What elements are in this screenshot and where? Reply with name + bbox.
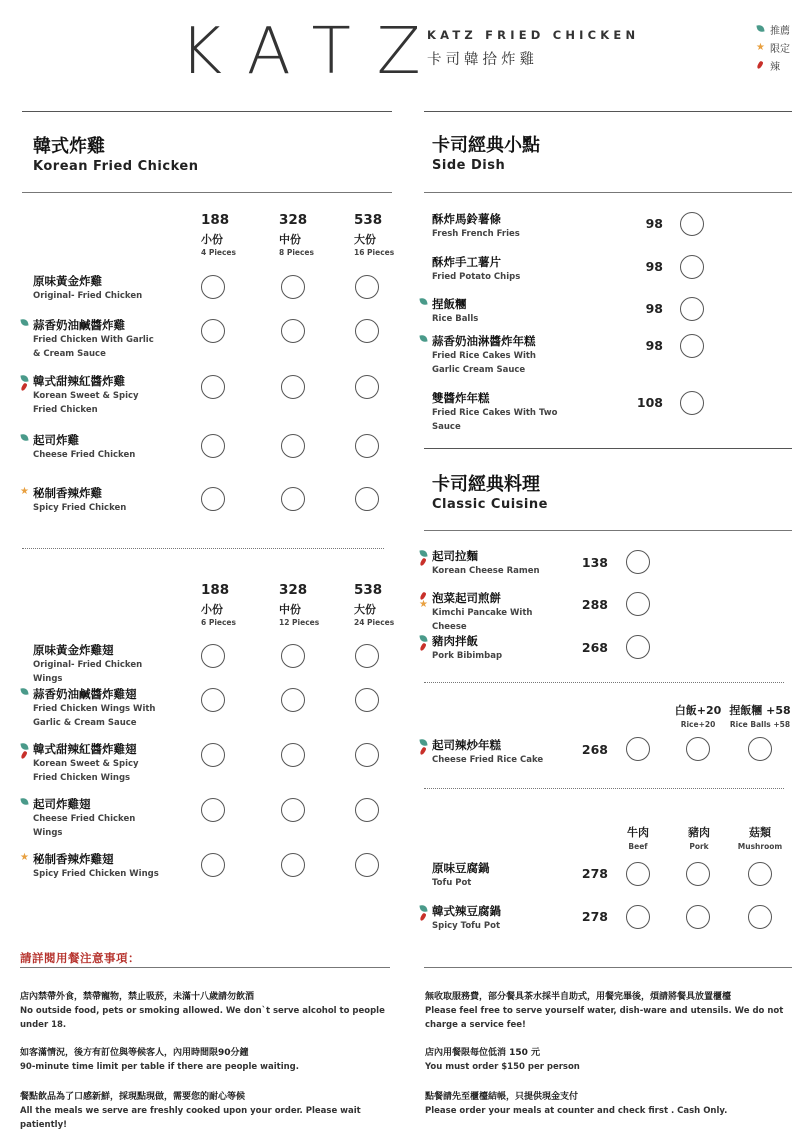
item-name-zh: 秘制香辣炸雞 <box>33 486 102 500</box>
chili-icon <box>419 558 426 567</box>
item-price: 278 <box>581 866 608 881</box>
chili-icon <box>419 747 426 756</box>
item-name-en: Fresh French Fries <box>432 229 520 239</box>
size-checkbox[interactable] <box>201 375 225 399</box>
size-price: 188 <box>201 582 230 598</box>
size-checkbox[interactable] <box>355 644 379 668</box>
menu-item <box>432 591 562 634</box>
size-checkbox[interactable] <box>201 319 225 343</box>
notice-title: 請詳閱用餐注意事項： <box>20 951 140 965</box>
divider <box>424 111 792 112</box>
item-name-en: Cheese Fried Chicken <box>33 450 136 460</box>
size-header-large <box>354 212 414 257</box>
item-name-zh: 蒜香奶油鹹醬炸雞 <box>33 318 125 332</box>
chili-icon <box>419 913 426 922</box>
item-name-zh: 起司拉麵 <box>432 549 478 563</box>
item-name-en: Cheese Fried Rice Cake <box>432 755 544 765</box>
dotted-divider <box>22 548 384 549</box>
item-price: 268 <box>581 742 608 757</box>
size-checkbox[interactable] <box>355 375 379 399</box>
marker-icons <box>419 298 431 322</box>
size-header-small <box>201 582 261 627</box>
size-label: 中份 <box>279 603 301 616</box>
katz-logo: KATZ <box>180 15 447 89</box>
item-name-en: Original- Fried Chicken <box>33 291 143 301</box>
marker-icons <box>20 853 32 877</box>
size-checkbox[interactable] <box>355 487 379 511</box>
notice-right-2 <box>425 1046 805 1074</box>
item-name-en: Tofu Pot <box>432 878 472 888</box>
item-price: 278 <box>581 909 608 924</box>
size-checkbox[interactable] <box>201 275 225 299</box>
menu-item <box>432 334 562 377</box>
item-name-zh: 原味豆腐鍋 <box>432 861 490 875</box>
size-checkbox[interactable] <box>201 853 225 877</box>
protein-label-en: Beef <box>628 842 648 851</box>
legend-label: 限定 <box>770 43 790 55</box>
marker-icons <box>20 375 32 399</box>
size-count: 4 Pieces <box>201 248 236 257</box>
notice-left-2 <box>20 1046 400 1074</box>
size-label: 小份 <box>201 603 223 616</box>
size-checkbox[interactable] <box>281 644 305 668</box>
order-checkbox[interactable] <box>680 391 704 415</box>
notice-en: Please order your meals at counter and check first . Cash Only. <box>425 1106 728 1116</box>
notice-en: All the meals we serve are freshly cooked upon your order. Please wait patiently! <box>20 1106 361 1130</box>
notice-zh: 無收取服務費，部分餐具茶水採半自助式，用餐完畢後，煩請將餐具放置櫃檯 <box>425 992 732 1002</box>
chili-icon <box>20 751 27 760</box>
size-checkbox[interactable] <box>201 434 225 458</box>
size-label: 中份 <box>279 233 301 246</box>
notice-right-3 <box>425 1090 805 1118</box>
star-icon: ★ <box>20 852 29 863</box>
item-name-zh: 蒜香奶油鹹醬炸雞翅 <box>33 687 137 701</box>
size-count: 24 Pieces <box>354 618 395 627</box>
dotted-divider <box>424 788 784 789</box>
menu-item <box>33 486 126 515</box>
addon-rice-balls <box>725 702 795 729</box>
marker-icons <box>20 319 32 343</box>
size-header-large <box>354 582 414 627</box>
size-header-medium <box>279 212 339 257</box>
notice-en: 90-minute time limit per table if there are people waiting. <box>20 1062 299 1072</box>
order-checkbox[interactable] <box>680 212 704 236</box>
addon-checkbox[interactable] <box>626 737 650 761</box>
star-icon: ★ <box>756 41 765 53</box>
addon-rice <box>663 702 733 729</box>
marker-icons <box>20 798 32 822</box>
item-name-en: Fried Potato Chips <box>432 272 521 282</box>
size-count: 16 Pieces <box>354 248 395 257</box>
protein-checkbox[interactable] <box>748 905 772 929</box>
item-name-en: Pork Bibimbap <box>432 651 503 661</box>
size-checkbox[interactable] <box>281 375 305 399</box>
item-price: 98 <box>645 301 663 316</box>
leaf-icon <box>419 738 427 746</box>
size-count: 6 Pieces <box>201 618 236 627</box>
legend-recommended <box>756 20 790 38</box>
item-name-en: Kimchi Pancake With Cheese <box>432 608 533 632</box>
menu-item <box>432 738 543 767</box>
item-price: 98 <box>645 259 663 274</box>
item-name-zh: 起司辣炒年糕 <box>432 738 501 752</box>
divider <box>22 192 392 193</box>
menu-item <box>432 904 501 933</box>
item-name-en: Fried Chicken Wings With Garlic & Cream Sauce <box>33 704 156 728</box>
item-name-zh: 酥炸馬鈴薯條 <box>432 212 501 226</box>
item-price: 268 <box>581 640 608 655</box>
icon-legend <box>756 20 790 74</box>
leaf-icon <box>419 297 427 305</box>
order-checkbox[interactable] <box>626 635 650 659</box>
item-price: 98 <box>645 216 663 231</box>
leaf-icon <box>20 742 28 750</box>
size-checkbox[interactable] <box>201 688 225 712</box>
divider <box>20 967 390 968</box>
menu-item <box>432 634 502 663</box>
divider <box>22 111 392 112</box>
marker-icons <box>419 905 431 929</box>
size-price: 328 <box>279 582 308 598</box>
menu-item <box>33 687 163 730</box>
size-checkbox[interactable] <box>355 275 379 299</box>
item-name-en: Fried Rice Cakes With Two Sauce <box>432 408 558 432</box>
protein-label-en: Mushroom <box>737 842 783 851</box>
size-checkbox[interactable] <box>355 319 379 343</box>
protein-checkbox[interactable] <box>626 905 650 929</box>
size-checkbox[interactable] <box>281 743 305 767</box>
item-name-zh: 韓式甜辣紅醬炸雞 <box>33 374 125 388</box>
item-name-en: Spicy Fried Chicken Wings <box>33 869 159 879</box>
item-price: 98 <box>645 338 663 353</box>
addon-label-en: Rice+20 <box>680 720 716 729</box>
item-name-zh: 豬肉拌飯 <box>432 634 478 648</box>
chili-icon <box>20 383 27 392</box>
item-name-en: Original- Fried Chicken Wings <box>33 660 143 684</box>
divider <box>424 530 792 531</box>
section-title-en: Korean Fried Chicken <box>33 159 199 174</box>
notice-en: You must order $150 per person <box>425 1062 580 1072</box>
item-name-en: Fried Rice Cakes With Garlic Cream Sauce <box>432 351 536 375</box>
divider <box>424 967 792 968</box>
size-header-small <box>201 212 261 257</box>
menu-item <box>33 797 163 840</box>
size-label: 小份 <box>201 233 223 246</box>
item-name-en: Rice Balls <box>432 314 479 324</box>
protein-label-en: Pork <box>689 842 709 851</box>
item-name-en: Cheese Fried Chicken Wings <box>33 814 136 838</box>
protein-beef <box>603 824 673 851</box>
size-header-medium <box>279 582 339 627</box>
marker-icons <box>20 688 32 712</box>
protein-label: 菇類 <box>749 826 771 839</box>
addon-label: 捏飯糰 +58 <box>729 704 791 717</box>
order-checkbox[interactable] <box>626 592 650 616</box>
leaf-icon <box>419 634 427 642</box>
item-name-zh: 捏飯糰 <box>432 297 467 311</box>
notice-right-1 <box>425 990 793 1032</box>
item-name-en: Korean Sweet & Spicy Fried Chicken <box>33 391 139 415</box>
protein-pork <box>664 824 734 851</box>
protein-checkbox[interactable] <box>748 862 772 886</box>
leaf-icon <box>20 797 28 805</box>
leaf-icon <box>419 549 427 557</box>
addon-checkbox[interactable] <box>748 737 772 761</box>
item-name-zh: 原味黃金炸雞 <box>33 274 102 288</box>
addon-checkbox[interactable] <box>686 737 710 761</box>
leaf-icon <box>20 687 28 695</box>
section-title-zh: 卡司經典料理 <box>432 474 540 495</box>
item-price: 288 <box>581 597 608 612</box>
size-checkbox[interactable] <box>281 688 305 712</box>
item-name-zh: 泡菜起司煎餅 <box>432 591 501 605</box>
menu-item <box>33 742 163 785</box>
item-name-en: Korean Cheese Ramen <box>432 566 540 576</box>
section-title-en: Classic Cuisine <box>432 497 548 512</box>
size-checkbox[interactable] <box>281 487 305 511</box>
order-checkbox[interactable] <box>680 297 704 321</box>
notice-zh: 店內用餐限每位低消 150 元 <box>425 1048 541 1058</box>
item-price: 138 <box>581 555 608 570</box>
order-checkbox[interactable] <box>680 255 704 279</box>
notice-zh: 點餐請先至櫃檯結帳，只提供現金支付 <box>425 1092 579 1102</box>
item-name-zh: 起司炸雞翅 <box>33 797 91 811</box>
menu-item <box>33 852 159 881</box>
menu-item <box>33 433 135 462</box>
size-price: 328 <box>279 212 308 228</box>
order-checkbox[interactable] <box>626 550 650 574</box>
item-name-zh: 蒜香奶油淋醬炸年糕 <box>432 334 536 348</box>
protein-mushroom <box>725 824 795 851</box>
addon-label-en: Rice Balls +58 <box>729 720 791 729</box>
notice-left-3 <box>20 1090 400 1132</box>
leaf-icon <box>20 318 28 326</box>
marker-icons <box>20 743 32 767</box>
protein-checkbox[interactable] <box>686 862 710 886</box>
menu-item <box>432 391 562 434</box>
notice-left-1 <box>20 990 400 1032</box>
size-count: 12 Pieces <box>279 618 320 627</box>
marker-icons <box>20 434 32 458</box>
size-checkbox[interactable] <box>355 688 379 712</box>
leaf-icon <box>419 334 427 342</box>
protein-checkbox[interactable] <box>686 905 710 929</box>
item-name-zh: 韓式甜辣紅醬炸雞翅 <box>33 742 137 756</box>
protein-label: 豬肉 <box>688 826 710 839</box>
size-checkbox[interactable] <box>201 644 225 668</box>
item-name-zh: 原味黃金炸雞翅 <box>33 643 114 657</box>
protein-checkbox[interactable] <box>626 862 650 886</box>
marker-icons <box>419 739 431 763</box>
notice-zh: 餐點飲品為了口感新鮮，採現點現做，需要您的耐心等候 <box>20 1092 246 1102</box>
legend-spicy <box>756 56 790 74</box>
menu-item <box>432 549 540 578</box>
legend-limited <box>756 38 790 56</box>
size-label: 大份 <box>354 603 376 616</box>
section-title-en: Side Dish <box>432 158 506 173</box>
star-icon: ★ <box>20 486 29 497</box>
size-checkbox[interactable] <box>281 853 305 877</box>
marker-icons <box>419 592 431 616</box>
size-checkbox[interactable] <box>355 853 379 877</box>
order-checkbox[interactable] <box>680 334 704 358</box>
leaf-icon <box>20 374 28 382</box>
menu-item <box>33 274 142 303</box>
legend-label: 辣 <box>770 61 780 73</box>
size-checkbox[interactable] <box>281 798 305 822</box>
item-name-en: Korean Sweet & Spicy Fried Chicken Wings <box>33 759 139 783</box>
brand-name-en: KATZ FRIED CHICKEN <box>427 28 640 42</box>
item-name-en: Spicy Tofu Pot <box>432 921 501 931</box>
menu-item <box>432 212 520 241</box>
notice-zh: 店內禁帶外食，禁帶寵物，禁止吸菸，未滿十八歲請勿飲酒 <box>20 992 255 1002</box>
notice-en: No outside food, pets or smoking allowed. We don`t serve alcohol to people under 18. <box>20 1006 385 1030</box>
size-checkbox[interactable] <box>355 798 379 822</box>
size-label: 大份 <box>354 233 376 246</box>
menu-item <box>432 255 520 284</box>
menu-item <box>33 318 163 361</box>
item-price: 108 <box>636 395 663 410</box>
size-checkbox[interactable] <box>201 487 225 511</box>
legend-label: 推薦 <box>770 25 790 37</box>
item-name-en: Spicy Fried Chicken <box>33 503 127 513</box>
divider <box>424 448 792 449</box>
size-checkbox[interactable] <box>201 743 225 767</box>
size-checkbox[interactable] <box>201 798 225 822</box>
notice-en: Please feel free to serve yourself water, dish-ware and utensils. We do not charge a service fee! <box>425 1006 784 1030</box>
section-title-zh: 卡司經典小點 <box>432 135 540 156</box>
size-price: 538 <box>354 212 383 228</box>
size-checkbox[interactable] <box>281 275 305 299</box>
item-name-zh: 起司炸雞 <box>33 433 79 447</box>
marker-icons <box>419 550 431 574</box>
divider <box>424 192 792 193</box>
protein-label: 牛肉 <box>627 826 649 839</box>
item-name-en: Fried Chicken With Garlic & Cream Sauce <box>33 335 154 359</box>
item-name-zh: 雙醬炸年糕 <box>432 391 490 405</box>
size-checkbox[interactable] <box>355 434 379 458</box>
size-price: 538 <box>354 582 383 598</box>
marker-icons <box>419 335 431 359</box>
size-checkbox[interactable] <box>281 434 305 458</box>
brand-name-zh: 卡司韓拾炸雞 <box>427 52 538 68</box>
leaf-icon <box>20 433 28 441</box>
size-price: 188 <box>201 212 230 228</box>
section-title-zh: 韓式炸雞 <box>33 136 105 157</box>
size-checkbox[interactable] <box>355 743 379 767</box>
item-name-zh: 秘制香辣炸雞翅 <box>33 852 114 866</box>
star-icon: ★ <box>419 599 428 610</box>
addon-label: 白飯+20 <box>674 704 722 717</box>
marker-icons <box>419 635 431 659</box>
size-checkbox[interactable] <box>281 319 305 343</box>
notice-zh: 如客滿情況，後方有訂位與等候客人，內用時間限90分鐘 <box>20 1048 249 1058</box>
menu-item <box>432 861 490 890</box>
menu-item <box>33 374 163 417</box>
menu-item <box>432 297 478 326</box>
leaf-icon <box>419 904 427 912</box>
item-name-zh: 酥炸手工薯片 <box>432 255 501 269</box>
size-count: 8 Pieces <box>279 248 314 257</box>
chili-icon <box>419 643 426 652</box>
menu-item <box>33 643 163 686</box>
marker-icons <box>20 487 32 511</box>
item-name-zh: 韓式辣豆腐鍋 <box>432 904 501 918</box>
dotted-divider <box>424 682 784 683</box>
